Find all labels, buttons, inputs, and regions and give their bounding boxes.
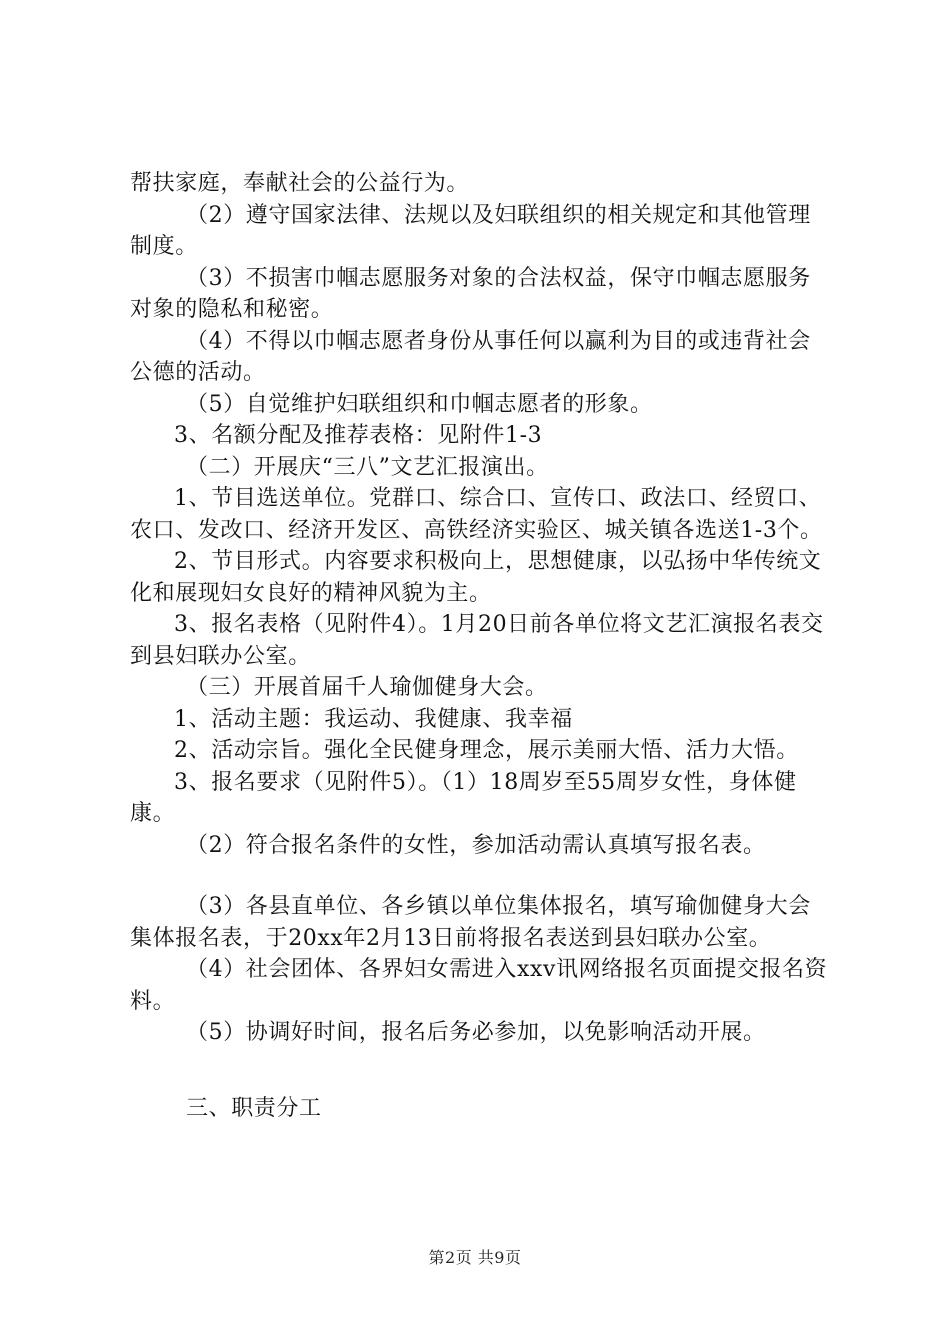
paragraph-2: （2）遵守国家法律、法规以及妇联组织的相关规定和其他管理制度。 xyxy=(130,202,811,259)
paragraph-3: （3）不损害巾帼志愿服务对象的合法权益，保守巾帼志愿服务对象的隐私和秘密。 xyxy=(130,265,811,322)
paragraph-15: （2）符合报名条件的女性，参加活动需认真填写报名表。 xyxy=(186,832,766,858)
paragraph-16: （3）各县直单位、各乡镇以单位集体报名，填写瑜伽健身大会集体报名表，于20xx年2月13日前将报名表送到县妇联办公室。 xyxy=(130,894,811,951)
paragraph-8: 1、节目选送单位。党群口、综合口、宣传口、政法口、经贸口、农口、发改口、经济开发区、高铁经济实验区、城关镇各选送1-3个。 xyxy=(130,486,823,543)
paragraph-14: 3、报名要求（见附件5）。（1）18周岁至55周岁女性，身体健康。 xyxy=(130,769,797,826)
paragraph-9: 2、节目形式。内容要求积极向上，思想健康，以弘扬中华传统文化和展现妇女良好的精神风貌为主。 xyxy=(130,549,822,606)
paragraph-17: （4）社会团体、各界妇女需进入xxv讯网络报名页面提交报名资料。 xyxy=(130,957,828,1014)
paragraph-1: 帮扶家庭，奉献社会的公益行为。 xyxy=(130,171,470,196)
page-footer: 第2页 共9页 xyxy=(428,1248,522,1267)
paragraph-10: 3、报名表格（见附件4）。1月20日前各单位将文艺汇演报名表交到县妇联办公室。 xyxy=(130,612,824,669)
paragraph-5: （5）自觉维护妇联组织和巾帼志愿者的形象。 xyxy=(186,391,653,417)
paragraph-13: 2、活动宗旨。强化全民健身理念，展示美丽大悟、活力大悟。 xyxy=(174,738,799,763)
paragraph-6: 3、名额分配及推荐表格：见附件1-3 xyxy=(174,423,543,448)
paragraph-7: （二）开展庆“三八”文艺汇报演出。 xyxy=(186,454,549,480)
paragraph-4: （4）不得以巾帼志愿者身份从事任何以赢利为目的或违背社会公德的活动。 xyxy=(130,328,811,385)
paragraph-11: （三）开展首届千人瑜伽健身大会。 xyxy=(186,675,548,700)
paragraph-12: 1、活动主题：我运动、我健康、我幸福 xyxy=(174,706,573,732)
section-heading: 三、职责分工 xyxy=(186,1095,322,1121)
document-body xyxy=(130,168,830,1124)
section-gap xyxy=(130,1049,830,1093)
paragraph-gap xyxy=(130,861,830,891)
paragraph-18: （5）协调好时间，报名后务必参加，以免影响活动开展。 xyxy=(186,1020,766,1045)
